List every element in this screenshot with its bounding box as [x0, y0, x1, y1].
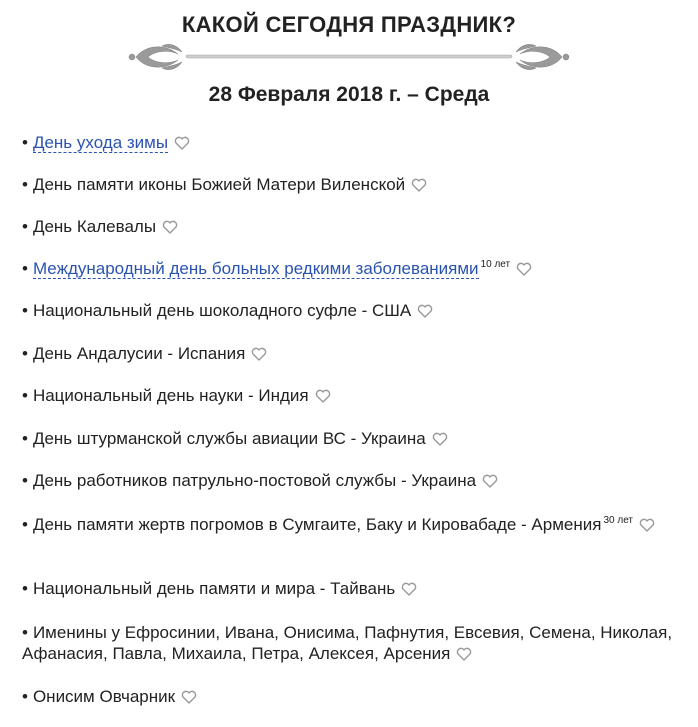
- heart-outline-icon[interactable]: [401, 582, 417, 596]
- heart-outline-icon[interactable]: [251, 347, 267, 361]
- heart-outline-icon[interactable]: [482, 474, 498, 488]
- holiday-label: День работников патрульно-постовой службы - Украина: [32, 471, 477, 490]
- page-title: КАКОЙ СЕГОДНЯ ПРАЗДНИК?: [181, 12, 517, 37]
- heart-outline-icon[interactable]: [417, 304, 433, 318]
- list-item: • Национальный день шоколадного суфле - США: [22, 300, 682, 321]
- list-item: • День Андалусии - Испания: [22, 343, 682, 364]
- holiday-link[interactable]: День ухода зимы: [32, 133, 169, 152]
- heart-outline-icon[interactable]: [456, 647, 472, 661]
- heart-outline-icon[interactable]: [181, 690, 197, 704]
- heart-outline-icon[interactable]: [639, 518, 655, 532]
- heart-outline-icon[interactable]: [315, 389, 331, 403]
- list-item: • Национальный день науки - Индия: [22, 385, 682, 406]
- page-header: [0, 0, 698, 108]
- holiday-label: Именины у Ефросинии, Ивана, Онисима, Пафнутия, Евсевия, Семена, Николая, Афанасия, Павла, Михаила, Петра, Алексея, Арсения: [22, 623, 673, 663]
- holiday-label: День памяти иконы Божией Матери Виленской: [32, 175, 406, 194]
- list-item: • День памяти жертв погромов в Сумгаите, Баку и Кировабаде - Армения $^{30 лет}$: [22, 514, 682, 535]
- list-item: • Международный день больных редкими заболеваниями $^{10 лет}$: [22, 258, 682, 279]
- list-item: • Именины у Ефросинии, Ивана, Онисима, Пафнутия, Евсевия, Семена, Николая, Афанасия, Павла, Михаила, Петра, Алексея, Арсения: [22, 623, 673, 663]
- list-item: • Онисим Овчарник: [22, 686, 682, 707]
- holiday-label: Национальный день памяти и мира - Тайвань: [32, 579, 396, 598]
- heart-outline-icon[interactable]: [432, 432, 448, 446]
- age-badge: 30 лет: [603, 515, 634, 526]
- holiday-label: Национальный день шоколадного суфле - США: [32, 301, 412, 320]
- age-badge: 10 лет: [480, 259, 511, 270]
- list-item: • День памяти иконы Божией Матери Виленской: [22, 174, 682, 195]
- floral-divider-icon: [126, 42, 572, 72]
- holiday-label: День Калевалы: [32, 217, 157, 236]
- list-item: • День работников патрульно-постовой службы - Украина: [22, 470, 682, 491]
- list-item: • День Калевалы: [22, 216, 682, 237]
- holiday-label: Национальный день науки - Индия: [32, 386, 309, 405]
- list-item: • Национальный день памяти и мира - Тайвань: [22, 578, 682, 599]
- holiday-link[interactable]: Международный день больных редкими заболеваниями: [32, 259, 479, 278]
- holiday-label: Онисим Овчарник: [32, 687, 176, 706]
- list-item: • День штурманской службы авиации ВС - Украина: [22, 428, 682, 449]
- heart-outline-icon[interactable]: [516, 262, 532, 276]
- heart-outline-icon[interactable]: [174, 136, 190, 150]
- page-date: 28 Февраля 2018 г. – Среда: [208, 83, 490, 106]
- heart-outline-icon[interactable]: [411, 178, 427, 192]
- list-item: • День ухода зимы: [22, 132, 682, 153]
- holiday-label: День памяти жертв погромов в Сумгаите, Баку и Кировабаде - Армения: [32, 515, 602, 534]
- holiday-label: День Андалусии - Испания: [32, 344, 246, 363]
- holiday-label: День штурманской службы авиации ВС - Украина: [32, 429, 426, 448]
- heart-outline-icon[interactable]: [162, 220, 178, 234]
